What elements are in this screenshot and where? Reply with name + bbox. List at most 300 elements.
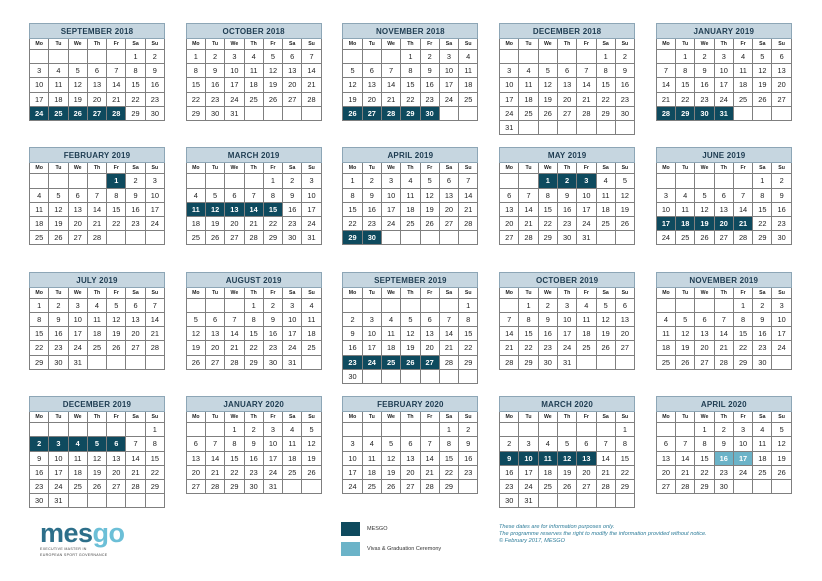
day-cell: 14 (146, 313, 165, 327)
logo-tagline-2: EUROPEAN SPORT GOVERNANCE (40, 552, 108, 557)
day-cell-mesgo: 18 (676, 217, 695, 231)
day-cell: 2 (283, 174, 302, 188)
day-cell: 22 (676, 93, 695, 107)
weekday-label: Su (459, 39, 478, 50)
weekday-label: Sa (597, 163, 616, 174)
day-cell: 14 (421, 452, 440, 466)
day-cell-mesgo: 27 (363, 107, 382, 121)
day-cell: 17 (69, 327, 88, 341)
empty-cell (657, 299, 676, 313)
weekday-label: Mo (187, 163, 206, 174)
week-row (656, 437, 792, 451)
day-cell: 23 (459, 466, 478, 480)
day-cell: 23 (772, 217, 791, 231)
week-row (499, 189, 635, 203)
empty-cell (343, 423, 362, 437)
weekday-label: We (539, 412, 558, 423)
day-cell: 17 (772, 327, 791, 341)
day-cell: 24 (382, 217, 401, 231)
day-cell: 10 (283, 313, 302, 327)
week-row (186, 50, 322, 64)
day-cell: 6 (657, 437, 676, 451)
day-cell: 20 (187, 466, 206, 480)
empty-cell (302, 107, 321, 121)
day-cell: 30 (343, 370, 362, 384)
day-cell: 8 (245, 313, 264, 327)
month-october-2018 (186, 23, 322, 121)
weekday-label: Th (245, 412, 264, 423)
weekday-header-row (186, 288, 322, 299)
weekday-label: Su (302, 163, 321, 174)
day-cell: 30 (753, 356, 772, 370)
day-cell: 2 (49, 299, 68, 313)
week-row (186, 93, 322, 107)
week-row (186, 231, 322, 245)
day-cell: 14 (500, 327, 519, 341)
weekday-label: Th (401, 412, 420, 423)
day-cell: 20 (206, 341, 225, 355)
day-cell-mesgo: 29 (401, 107, 420, 121)
day-cell: 1 (126, 50, 145, 64)
disclaimer-line-1: These dates are for information purposes only. (499, 524, 615, 530)
weekday-label: Su (459, 288, 478, 299)
empty-cell (421, 231, 440, 245)
day-cell: 12 (343, 78, 362, 92)
day-cell: 1 (753, 174, 772, 188)
day-cell: 12 (695, 203, 714, 217)
empty-cell (597, 121, 616, 135)
empty-cell (772, 107, 791, 121)
week-row (186, 341, 322, 355)
week-row (186, 299, 322, 313)
day-cell: 19 (539, 93, 558, 107)
day-cell: 10 (363, 327, 382, 341)
empty-cell (421, 299, 440, 313)
day-cell: 23 (558, 217, 577, 231)
day-cell: 11 (302, 313, 321, 327)
day-cell: 22 (695, 466, 714, 480)
day-cell: 16 (343, 341, 362, 355)
weekday-label: Th (88, 39, 107, 50)
day-cell-mesgo: 29 (343, 231, 362, 245)
day-cell: 11 (676, 203, 695, 217)
week-row (499, 64, 635, 78)
day-cell: 27 (206, 356, 225, 370)
empty-cell (657, 50, 676, 64)
day-cell: 7 (382, 64, 401, 78)
weekday-header-row (342, 288, 478, 299)
day-cell: 4 (539, 437, 558, 451)
day-cell: 31 (302, 231, 321, 245)
day-cell: 14 (302, 64, 321, 78)
day-cell: 8 (519, 313, 538, 327)
day-cell-mesgo: 26 (401, 356, 420, 370)
calendar-grid (29, 23, 796, 510)
day-cell: 19 (421, 203, 440, 217)
day-cell: 21 (146, 327, 165, 341)
day-cell: 2 (539, 299, 558, 313)
day-cell: 26 (264, 93, 283, 107)
day-cell: 12 (382, 452, 401, 466)
day-cell: 8 (264, 189, 283, 203)
day-cell: 20 (421, 341, 440, 355)
empty-cell (734, 174, 753, 188)
day-cell: 27 (577, 480, 596, 494)
day-cell: 9 (616, 64, 635, 78)
empty-cell (577, 423, 596, 437)
empty-cell (107, 423, 126, 437)
day-cell: 8 (676, 64, 695, 78)
day-cell: 22 (187, 93, 206, 107)
weekday-label: Tu (519, 412, 538, 423)
day-cell: 5 (558, 437, 577, 451)
weekday-label: Th (88, 163, 107, 174)
month-title: APRIL 2019 (342, 147, 478, 163)
week-row (499, 423, 635, 437)
day-cell: 13 (283, 64, 302, 78)
weekday-label: Th (245, 163, 264, 174)
week-row (186, 217, 322, 231)
week-row (186, 313, 322, 327)
day-cell: 27 (616, 341, 635, 355)
day-cell: 16 (500, 466, 519, 480)
day-cell: 25 (519, 107, 538, 121)
day-cell: 27 (69, 231, 88, 245)
empty-cell (245, 107, 264, 121)
day-cell: 14 (107, 78, 126, 92)
week-row (656, 203, 792, 217)
weekday-label: Sa (597, 412, 616, 423)
weekday-label: Fr (577, 412, 596, 423)
day-cell: 8 (126, 64, 145, 78)
empty-cell (187, 174, 206, 188)
day-cell: 30 (616, 107, 635, 121)
weekday-label: Th (558, 163, 577, 174)
day-cell: 24 (577, 217, 596, 231)
day-cell: 11 (363, 452, 382, 466)
empty-cell (69, 423, 88, 437)
day-cell: 17 (558, 327, 577, 341)
legend-viva (341, 542, 441, 556)
logo-tagline-1: EXECUTIVE MASTER IN (40, 547, 87, 551)
day-cell: 15 (695, 452, 714, 466)
day-cell: 16 (49, 327, 68, 341)
day-cell: 5 (302, 423, 321, 437)
day-cell: 29 (225, 480, 244, 494)
weekday-label: Th (401, 288, 420, 299)
weekday-label: We (539, 39, 558, 50)
weekday-label: Fr (734, 288, 753, 299)
day-cell: 9 (695, 64, 714, 78)
weekday-header-row (342, 412, 478, 423)
weekday-label: We (695, 39, 714, 50)
day-cell: 20 (126, 327, 145, 341)
day-cell: 4 (519, 64, 538, 78)
day-cell: 26 (206, 231, 225, 245)
day-cell: 16 (363, 203, 382, 217)
day-cell: 30 (772, 231, 791, 245)
day-cell: 18 (519, 93, 538, 107)
day-cell: 31 (500, 121, 519, 135)
weekday-label: Th (558, 412, 577, 423)
day-cell: 14 (382, 78, 401, 92)
day-cell: 16 (245, 452, 264, 466)
day-cell-mesgo: 11 (539, 452, 558, 466)
day-cell: 4 (597, 174, 616, 188)
day-cell: 29 (187, 107, 206, 121)
day-cell: 23 (616, 93, 635, 107)
week-row (342, 423, 478, 437)
month-february-2020 (342, 396, 478, 494)
day-cell: 18 (245, 78, 264, 92)
day-cell: 26 (382, 480, 401, 494)
day-cell: 1 (401, 50, 420, 64)
day-cell-mesgo: 3 (577, 174, 596, 188)
weekday-label: Mo (500, 163, 519, 174)
day-cell-mesgo: 25 (382, 356, 401, 370)
day-cell: 3 (302, 174, 321, 188)
week-row (29, 107, 165, 121)
week-row (499, 231, 635, 245)
day-cell: 15 (616, 452, 635, 466)
empty-cell (459, 480, 478, 494)
weekday-label: Sa (440, 163, 459, 174)
weekday-label: Mo (657, 288, 676, 299)
day-cell: 20 (363, 93, 382, 107)
day-cell: 29 (264, 231, 283, 245)
empty-cell (577, 121, 596, 135)
logo-wordmark: mesgo (40, 518, 125, 548)
day-cell: 10 (49, 452, 68, 466)
weekday-label: Fr (107, 163, 126, 174)
day-cell: 25 (657, 356, 676, 370)
day-cell: 15 (440, 452, 459, 466)
weekday-header-row (342, 39, 478, 50)
month-april-2019 (342, 147, 478, 245)
day-cell: 11 (283, 437, 302, 451)
day-cell-mesgo: 3 (49, 437, 68, 451)
month-july-2019 (29, 272, 165, 370)
empty-cell (500, 50, 519, 64)
weekday-label: Mo (343, 163, 362, 174)
day-cell: 30 (539, 356, 558, 370)
day-cell: 7 (245, 189, 264, 203)
day-cell: 12 (539, 78, 558, 92)
week-row (656, 480, 792, 494)
week-row (656, 313, 792, 327)
day-cell: 4 (302, 299, 321, 313)
weekday-header-row (186, 163, 322, 174)
day-cell: 23 (500, 480, 519, 494)
week-row (29, 313, 165, 327)
day-cell: 24 (500, 107, 519, 121)
day-cell: 25 (401, 217, 420, 231)
day-cell: 11 (245, 64, 264, 78)
day-cell: 15 (30, 327, 49, 341)
empty-cell (69, 174, 88, 188)
day-cell: 22 (519, 341, 538, 355)
weekday-label: Fr (421, 163, 440, 174)
day-cell: 10 (772, 313, 791, 327)
week-row (342, 327, 478, 341)
day-cell: 18 (363, 466, 382, 480)
week-row (342, 299, 478, 313)
day-cell-mesgo: 31 (715, 107, 734, 121)
empty-cell (695, 299, 714, 313)
mesgo-logo (40, 520, 130, 564)
month-title: DECEMBER 2018 (499, 23, 635, 39)
day-cell: 16 (283, 203, 302, 217)
day-cell: 20 (225, 217, 244, 231)
day-cell: 17 (500, 93, 519, 107)
day-cell: 27 (283, 93, 302, 107)
day-cell: 21 (676, 466, 695, 480)
day-cell: 12 (264, 64, 283, 78)
weekday-label: Th (88, 288, 107, 299)
empty-cell (519, 121, 538, 135)
day-cell: 3 (343, 437, 362, 451)
day-cell: 18 (88, 327, 107, 341)
day-cell: 14 (519, 203, 538, 217)
empty-cell (440, 299, 459, 313)
day-cell: 4 (577, 299, 596, 313)
day-cell: 17 (49, 466, 68, 480)
week-row (342, 437, 478, 451)
day-cell: 28 (459, 217, 478, 231)
day-cell: 17 (519, 466, 538, 480)
day-cell: 18 (187, 217, 206, 231)
empty-cell (363, 299, 382, 313)
day-cell: 15 (753, 203, 772, 217)
day-cell: 16 (539, 327, 558, 341)
weekday-label: We (539, 288, 558, 299)
day-cell: 28 (440, 356, 459, 370)
day-cell: 26 (539, 107, 558, 121)
day-cell-mesgo: 30 (695, 107, 714, 121)
week-row (186, 466, 322, 480)
weekday-header-row (29, 163, 165, 174)
day-cell: 22 (245, 341, 264, 355)
day-cell: 28 (206, 480, 225, 494)
day-cell: 4 (245, 50, 264, 64)
empty-cell (440, 231, 459, 245)
day-cell: 10 (734, 437, 753, 451)
day-cell: 31 (558, 356, 577, 370)
empty-cell (302, 480, 321, 494)
day-cell: 5 (382, 437, 401, 451)
month-title: JUNE 2019 (656, 147, 792, 163)
weekday-label: Sa (126, 163, 145, 174)
day-cell: 1 (695, 423, 714, 437)
month-title: MAY 2019 (499, 147, 635, 163)
empty-cell (421, 370, 440, 384)
day-cell: 5 (69, 64, 88, 78)
day-cell: 24 (715, 93, 734, 107)
day-cell: 16 (616, 78, 635, 92)
day-cell: 23 (30, 480, 49, 494)
day-cell: 24 (657, 231, 676, 245)
weekday-label: Tu (519, 288, 538, 299)
week-row (342, 64, 478, 78)
day-cell: 9 (558, 189, 577, 203)
day-cell: 3 (734, 423, 753, 437)
week-row (186, 327, 322, 341)
weekday-label: Sa (283, 163, 302, 174)
day-cell: 21 (421, 466, 440, 480)
day-cell: 22 (264, 217, 283, 231)
empty-cell (225, 299, 244, 313)
day-cell: 5 (343, 64, 362, 78)
day-cell: 26 (616, 217, 635, 231)
day-cell: 15 (734, 327, 753, 341)
day-cell: 14 (734, 203, 753, 217)
weekday-label: Su (772, 288, 791, 299)
legend-viva-swatch (341, 542, 360, 556)
month-november-2019 (656, 272, 792, 370)
day-cell: 20 (616, 327, 635, 341)
day-cell: 23 (146, 93, 165, 107)
day-cell: 24 (343, 480, 362, 494)
day-cell: 9 (753, 313, 772, 327)
day-cell: 23 (715, 466, 734, 480)
day-cell: 2 (500, 437, 519, 451)
week-row (499, 203, 635, 217)
day-cell: 26 (88, 480, 107, 494)
day-cell: 5 (695, 189, 714, 203)
day-cell: 3 (382, 174, 401, 188)
day-cell: 19 (264, 78, 283, 92)
month-title: FEBRUARY 2020 (342, 396, 478, 412)
day-cell: 6 (695, 313, 714, 327)
week-row (499, 107, 635, 121)
day-cell: 13 (440, 189, 459, 203)
weekday-label: Sa (440, 39, 459, 50)
weekday-header-row (499, 412, 635, 423)
week-row (656, 356, 792, 370)
weekday-label: Su (302, 412, 321, 423)
empty-cell (126, 423, 145, 437)
day-cell: 29 (30, 356, 49, 370)
empty-cell (539, 50, 558, 64)
day-cell: 21 (302, 78, 321, 92)
day-cell: 26 (558, 480, 577, 494)
day-cell: 28 (88, 231, 107, 245)
day-cell: 16 (459, 452, 478, 466)
day-cell: 14 (225, 327, 244, 341)
empty-cell (206, 423, 225, 437)
day-cell-mesgo: 26 (69, 107, 88, 121)
empty-cell (616, 494, 635, 508)
day-cell: 19 (616, 203, 635, 217)
day-cell: 5 (597, 299, 616, 313)
day-cell: 31 (49, 494, 68, 508)
day-cell: 29 (539, 231, 558, 245)
day-cell: 21 (107, 93, 126, 107)
weekday-label: Su (146, 412, 165, 423)
weekday-label: Tu (676, 39, 695, 50)
empty-cell (616, 231, 635, 245)
day-cell-mesgo: 21 (734, 217, 753, 231)
day-cell: 1 (519, 299, 538, 313)
day-cell: 23 (49, 341, 68, 355)
day-cell: 5 (676, 313, 695, 327)
week-row (656, 423, 792, 437)
day-cell: 8 (539, 189, 558, 203)
day-cell: 19 (302, 452, 321, 466)
empty-cell (126, 231, 145, 245)
weekday-label: Mo (343, 412, 362, 423)
day-cell: 10 (500, 78, 519, 92)
